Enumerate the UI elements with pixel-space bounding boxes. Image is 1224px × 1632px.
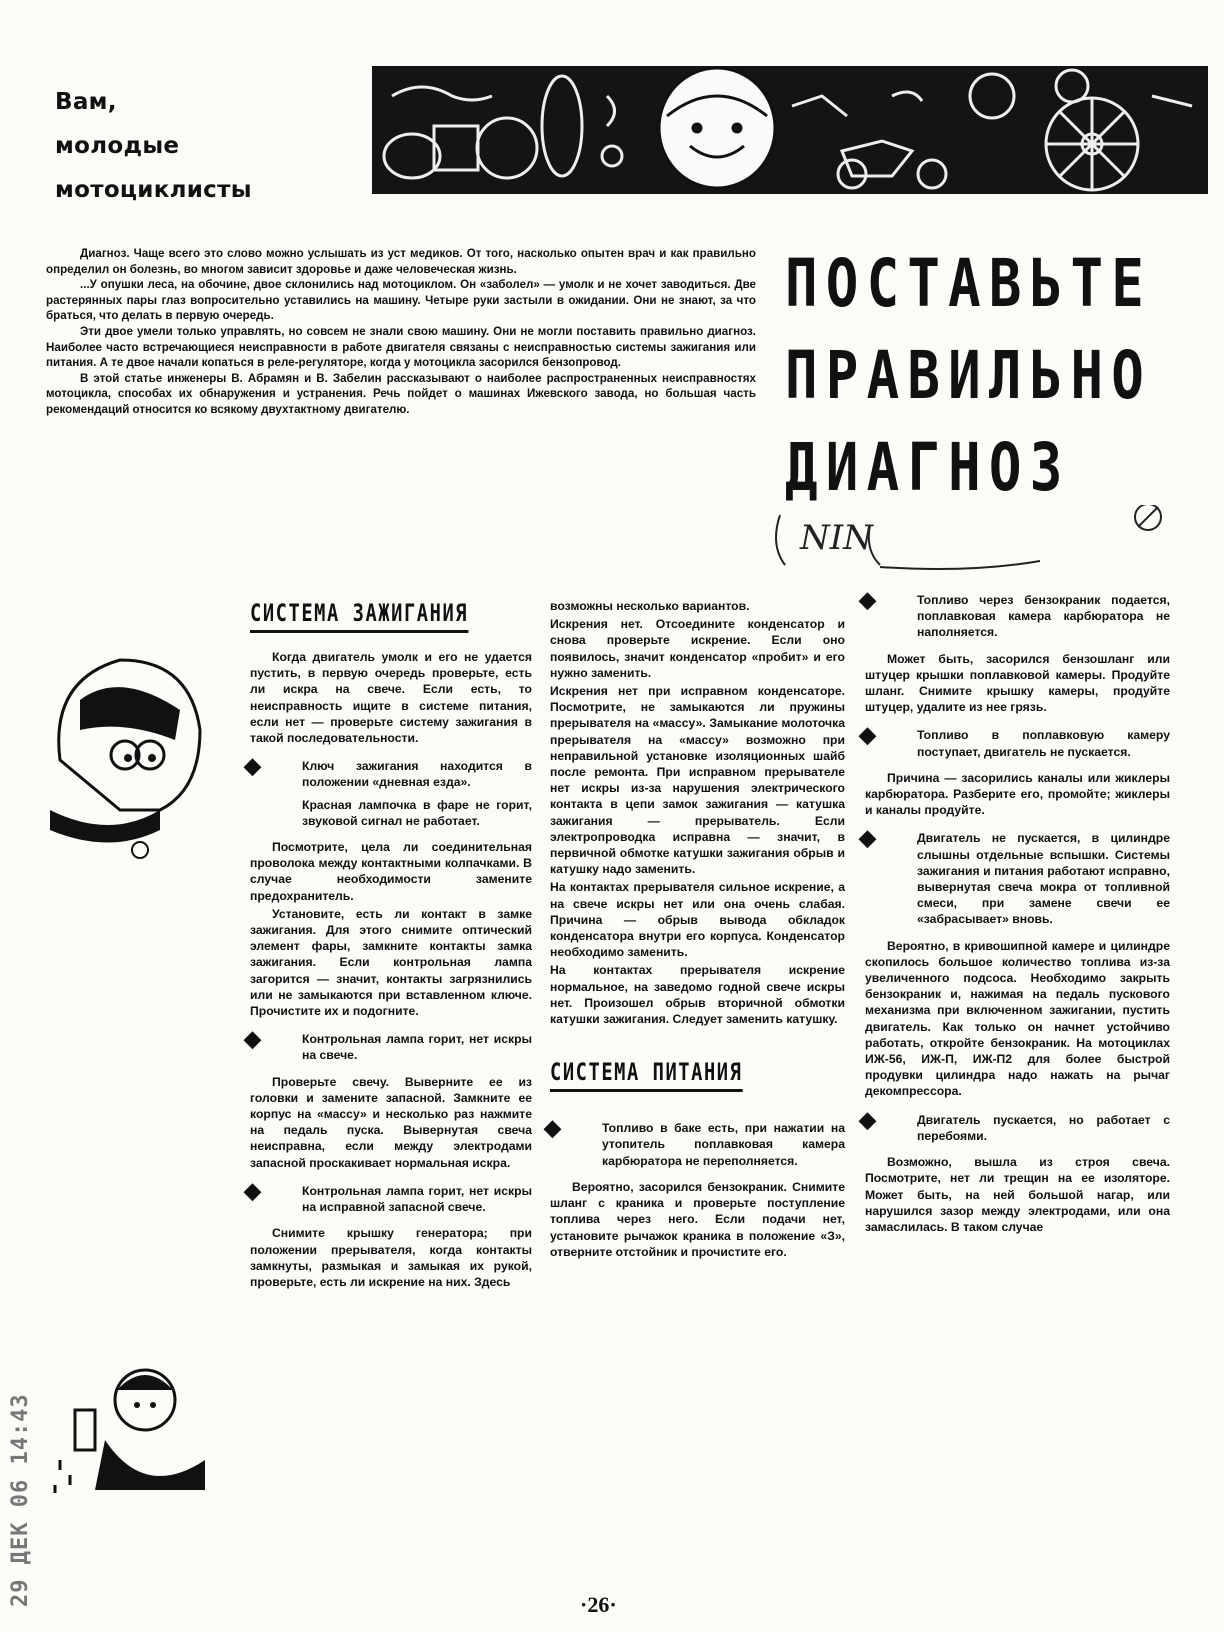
fault-symptom <box>859 1106 1170 1144</box>
paragraph: Искрения нет. Отсоедините конденсатор и снова проверьте искрение. Если оно появилось, значит конденсатор «пробит» и его нужно заменить. <box>550 617 845 680</box>
fault-symptom <box>244 1026 532 1063</box>
fault-text: Красная лампочка в фаре не горит, звуковой сигнал не работает. <box>302 797 532 828</box>
fault-symptom <box>859 825 1170 927</box>
handwritten-scribble <box>770 505 1190 575</box>
title-line-3: ДИАГНОЗ <box>785 429 1071 506</box>
fault-text: Топливо в поплавковую камеру поступает, двигатель не пускается. <box>917 728 1170 759</box>
diamond-bullet-icon: ◆ <box>859 825 876 851</box>
fault-symptom <box>244 1177 532 1215</box>
motorcycle-parts-illustration <box>372 66 1208 194</box>
handwritten-note <box>770 505 1190 579</box>
series-line-2: молодые <box>55 133 180 159</box>
fault-text: Топливо в баке есть, при нажатии на утопитель поплавковая камера карбюратора не переполняется. <box>602 1121 845 1168</box>
series-line-3: мотоциклисты <box>55 177 252 203</box>
intro-paragraph: В этой статье инженеры В. Абрамян и В. Забелин рассказывают о наиболее распространенных неисправностях мотоцикла, способах их обнаружения и устранения. Речь пойдет о машинах Ижевского завода, но большая часть рекомендаций относится ко всякому двухтактному двигателю. <box>46 371 756 416</box>
fault-text: Контрольная лампа горит, нет искры на исправной запасной свече. <box>302 1183 532 1215</box>
fault-symptom <box>244 753 532 829</box>
worried-motorcyclist-cartoon <box>40 640 220 860</box>
paragraph: На контактах прерывателя сильное искрение, а на свече искры нет или она очень слабая. Причина — обрыв вывода обкладок конденсатора внутри его корпуса. Конденсатор необходимо заменить. <box>550 880 845 960</box>
fault-symptom <box>544 1115 845 1169</box>
article-title <box>785 238 1153 514</box>
date-stamp: 29 ДЕК 06 14:43 <box>8 1393 33 1607</box>
diamond-bullet-icon: ◆ <box>244 1177 261 1203</box>
paragraph: возможны несколько вариантов. <box>550 599 750 613</box>
paragraph: Вероятно, засорился бензокраник. Снимите шланг с краника и проверьте поступление топлива через него. Если подачи нет, установите рычажок краника в положение «З», отверните отстойник и прочистите его. <box>550 1179 845 1259</box>
paragraph: Искрения нет при исправном конденсаторе. Посмотрите, не замыкаются ли пружины прерывателя на «массу». Замыкание молоточка прерывателя на «массу» возможно при неправильной установке изоляционных шайб после ремонта. При исправном прерывателе нет искры из-за нарушения электрического контакта в цепи замок зажигания — катушка зажигания — прерыватель. Если электропроводка исправна — значит, в первичной обмотке катушки зажигания обрыв и катушку надо заменить. <box>550 684 845 877</box>
fault-symptom <box>859 587 1170 641</box>
paragraph: Вероятно, в кривошипной камере и цилиндре скопилось большое количество топлива из-за увеличенного подсоса. Необходимо закрыть бензокраник и, нажимая на педаль пускового механизма при включенном зажигании, пустить двигатель. Как только он начнет устойчиво работать, откройте бензокраник. На мотоциклах ИЖ-56, ИЖ-П, ИЖ-П2 для более быстрой продувки цилиндра надо нажать на рычаг декомпрессора. <box>865 938 1170 1099</box>
intro-paragraph: Эти двое умели только управлять, но совсем не знали свою машину. Они не могли поставить правильно диагноз. Наиболее часто встречающиеся неисправности в работе двигателя связаны с неисправностью системы зажигания или питания. А те двое начали копаться в реле-регуляторе, когда у мотоцикла засорился бензопровод. <box>46 324 756 370</box>
paragraph: Когда двигатель умолк и его не удается пустить, в первую очередь проверьте, есть ли искра на свече. Если есть, то неисправность ищите в системе питания, если нет — проверьте систему зажигания в такой последовательности. <box>250 650 532 746</box>
article-intro <box>46 246 756 418</box>
paragraph: Может быть, засорился бензошланг или штуцер крышки поплавковой камеры. Продуйте шланг. Снимите крышку камеры, продуйте штуцер, удалите из нее грязь. <box>865 651 1170 715</box>
fault-text: Двигатель пускается, но работает с перебоями. <box>917 1112 1170 1143</box>
fault-text: Топливо через бензокраник подается, поплавковая камера карбюратора не наполняется. <box>917 593 1170 640</box>
paragraph: На контактах прерывателя искрение нормальное, на заведомо годной свече искры нет. Произошел обрыв вторичной обмотки катушки зажигания. Следует заменить катушку. <box>550 963 845 1027</box>
diamond-bullet-icon: ◆ <box>859 1106 876 1132</box>
paragraph: Причина — засорились каналы или жиклеры карбюратора. Разберите его, промойте; жиклеры и каналы продуйте. <box>865 770 1170 818</box>
diamond-bullet-icon: ◆ <box>859 587 876 612</box>
diamond-bullet-icon: ◆ <box>244 1026 261 1052</box>
paragraph: Посмотрите, цела ли соединительная проволока между контактными колпачками. В случае необходимости замените предохранитель. <box>250 840 532 903</box>
fault-text: Двигатель не пускается, в цилиндре слышны отдельные вспышки. Системы зажигания и питания работают исправно, вывернутая свеча мокра от топливной смеси, при замене свечи ее «забрасывает» вновь. <box>917 831 1170 927</box>
series-line-1: Вам, <box>55 89 117 115</box>
column-2 <box>544 598 845 1262</box>
title-line-2: ПРАВИЛЬНО <box>785 337 1153 414</box>
intro-paragraph: ...У опушки леса, на обочине, двое склонились над мотоциклом. Он «заболел» — умолк и не хочет заводиться. Две растерянных пары глаз вопросительно уставились на машину. Четыре руки застыли в ожидании. Они не знают, за что браться, что делать в первую очередь. <box>46 278 756 323</box>
header-banner-illustration <box>372 66 1208 194</box>
handwritten-note-text: NIN <box>800 518 873 558</box>
paragraph: Возможно, вышла из строя свеча. Посмотрите, нет ли трещин на ее изоляторе. Может быть, на ней большой нагар, или нарушился зазор между электродами, или она замаслилась. В таком случае <box>865 1155 1170 1234</box>
fault-text: Ключ зажигания находится в положении «дневная езда». <box>302 759 532 790</box>
page-number: ·26· <box>580 1592 617 1617</box>
diamond-bullet-icon: ◆ <box>859 722 876 748</box>
diamond-bullet-icon: ◆ <box>544 1115 561 1141</box>
diamond-bullet-icon: ◆ <box>244 753 261 779</box>
paragraph: Установите, есть ли контакт в замке зажигания. Для этого снимите оптический элемент фары, замкните контакты замка зажигания. Если контрольная лампа загорится — значит, контакты загрязнились или не замыкаются при вставленном ключе. Прочистите их и подогните. <box>250 906 532 1019</box>
fault-symptom <box>859 722 1170 759</box>
paragraph: Проверьте свечу. Выверните ее из головки и замените запасной. Замкните ее корпус на «массу» и несколько раз нажмите на педаль пуска. Вывернутая свеча неисправна, если между электродами запасной проскакивает нормальная искра. <box>250 1074 532 1170</box>
title-line-1: ПОСТАВЬТЕ <box>785 245 1153 322</box>
section-heading-fuel: СИСТЕМА ПИТАНИЯ <box>550 1057 742 1092</box>
section-heading-ignition: СИСТЕМА ЗАЖИГАНИЯ <box>250 598 468 633</box>
intro-paragraph: Диагноз. Чаще всего это слово можно услышать из уст медиков. От того, насколько опытен врач и как правильно определил он болезнь, во многом зависит здоровье и даже человеческая жизнь. <box>46 247 756 276</box>
paragraph: Снимите крышку генератора; при положении прерывателя, когда контакты замкнуты, размыкая и замыкая их рукой, проверьте, есть ли искрение на них. Здесь <box>250 1226 532 1289</box>
spark-plug-check-cartoon <box>45 1350 215 1500</box>
fault-text: Контрольная лампа горит, нет искры на свече. <box>302 1032 532 1063</box>
column-3 <box>859 587 1170 1237</box>
column-1 <box>244 598 532 1292</box>
series-heading <box>55 80 265 212</box>
